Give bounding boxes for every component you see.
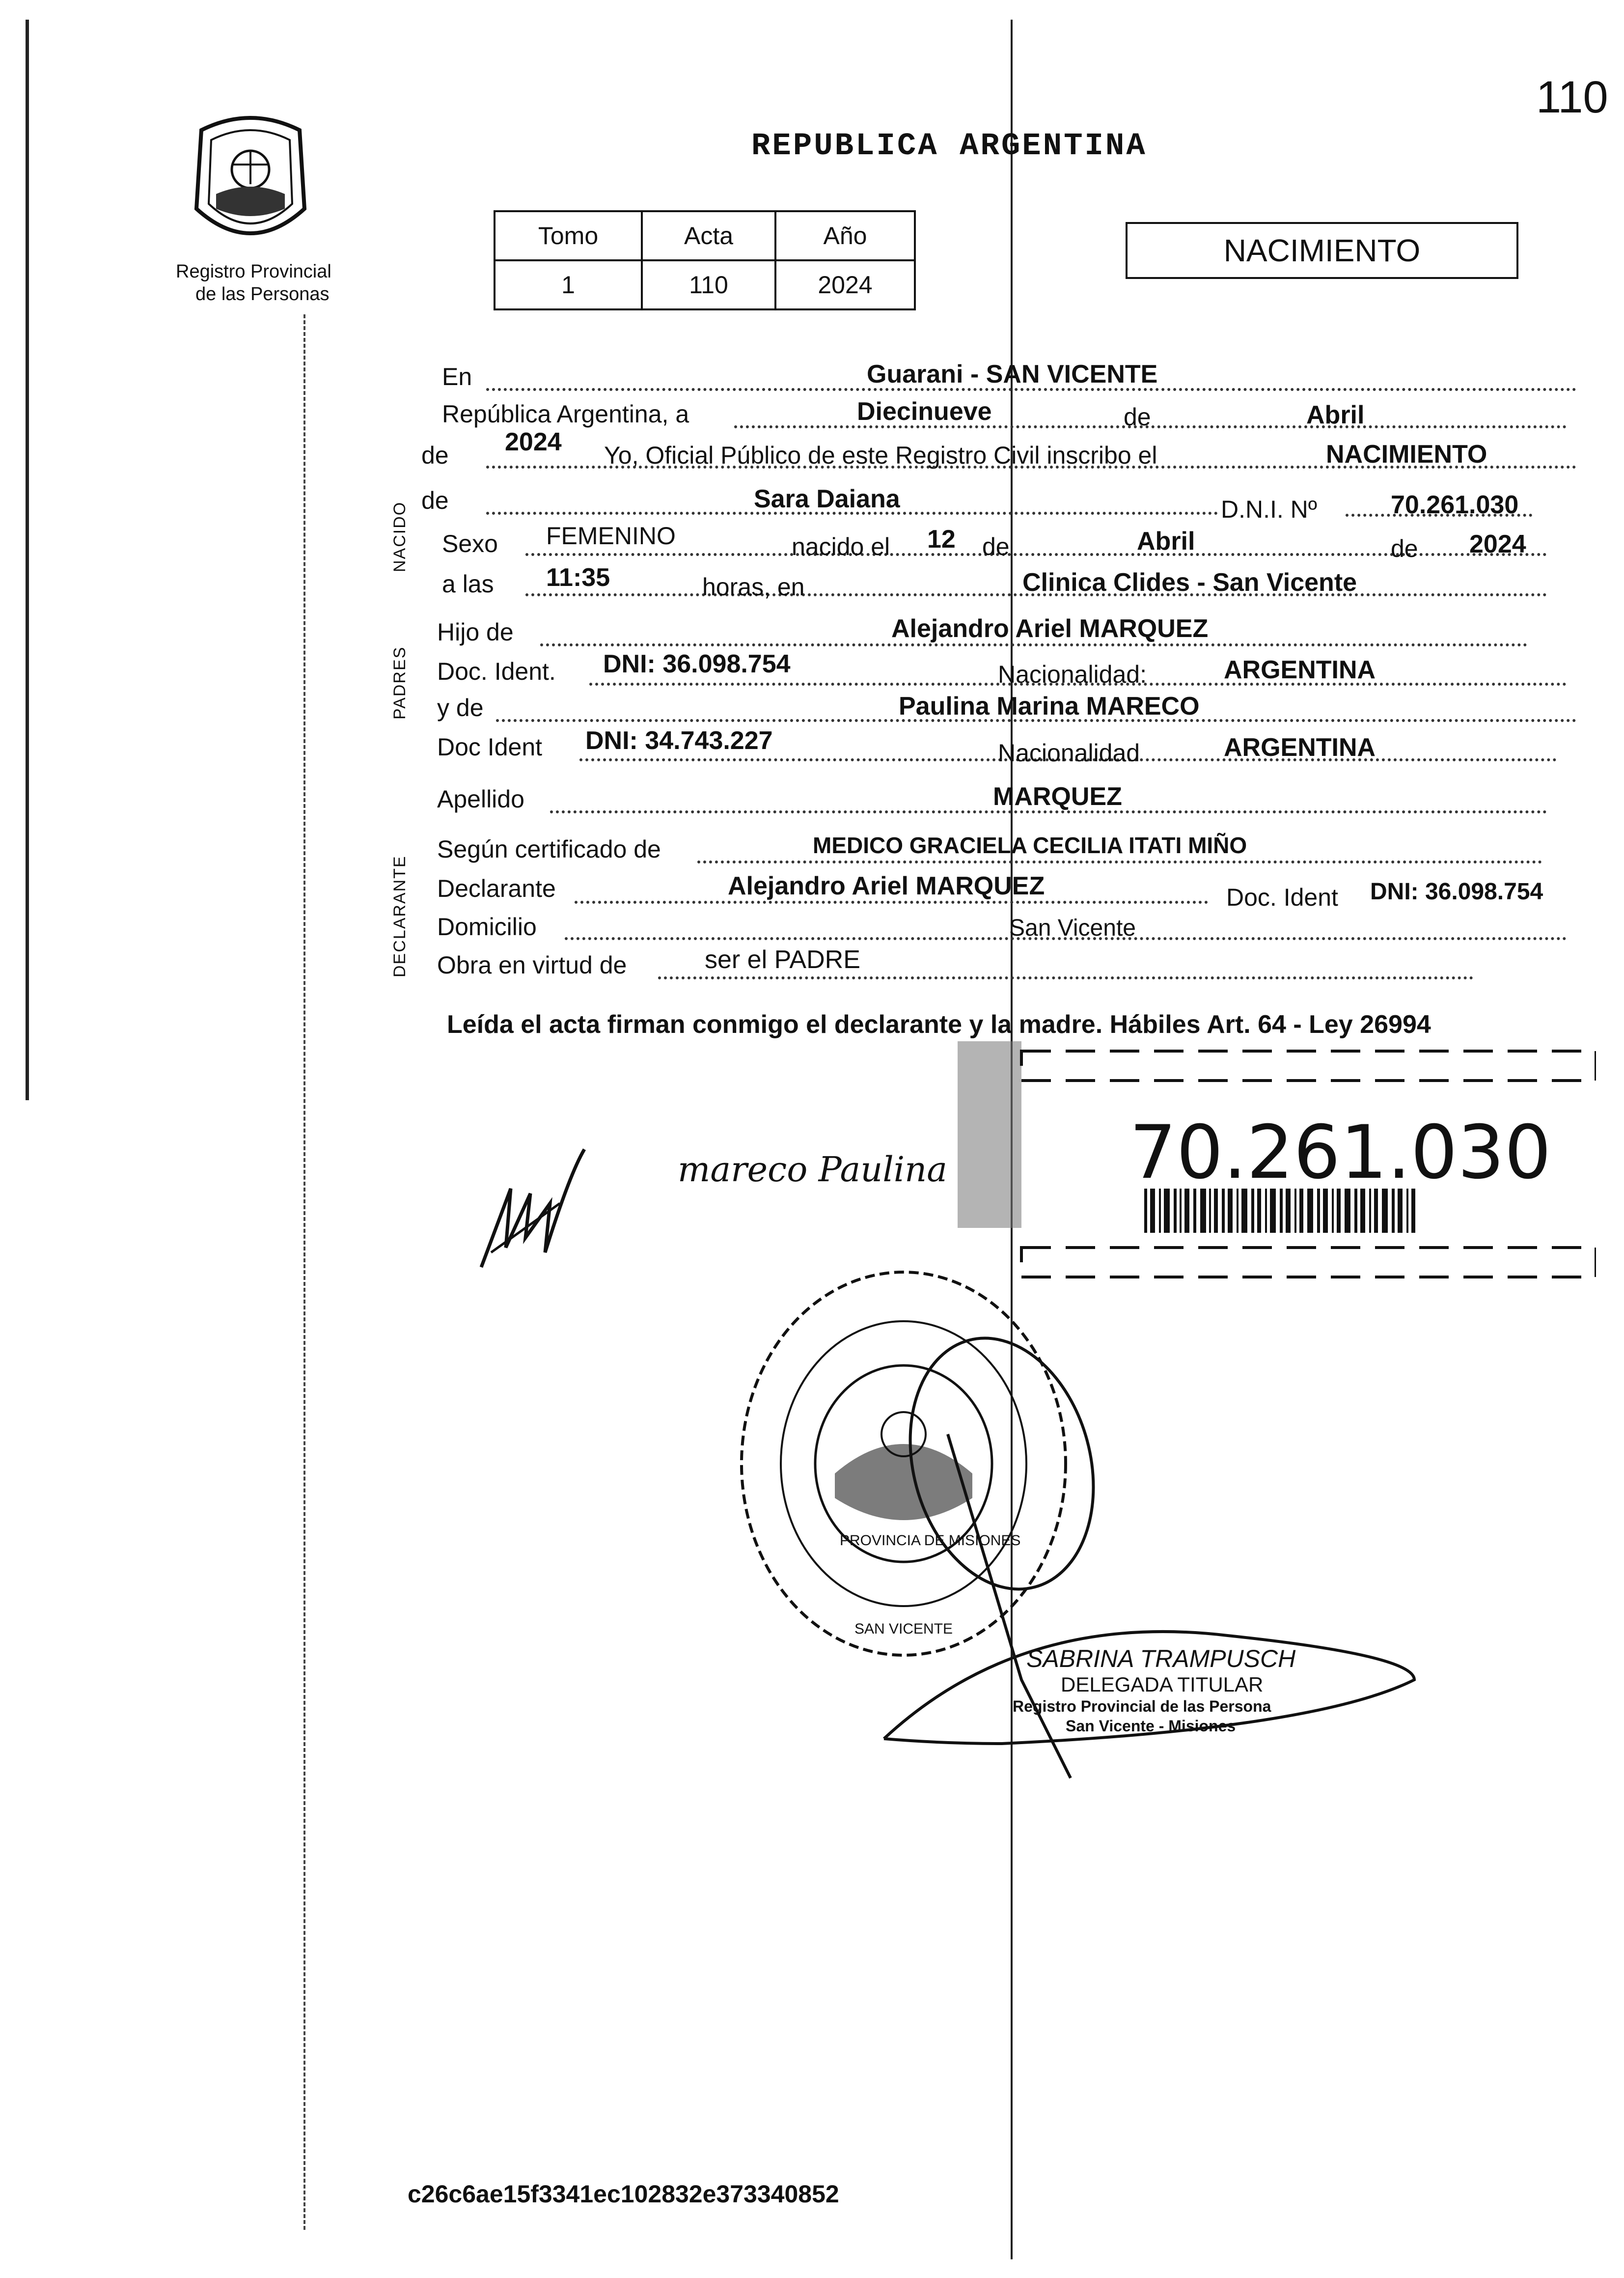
value-lugar-nac: Clinica Clides - San Vicente bbox=[1022, 568, 1357, 597]
value-madre: Paulina Marina MARECO bbox=[899, 692, 1200, 721]
label-domicilio: Domicilio bbox=[437, 913, 537, 941]
label-republica: República Argentina, a bbox=[442, 400, 689, 428]
table-header-anio: Año bbox=[775, 211, 915, 260]
label-sexo: Sexo bbox=[442, 530, 498, 557]
official-signature bbox=[874, 1336, 1449, 1807]
signature-madre bbox=[678, 1149, 947, 1190]
signature-declarante bbox=[471, 1130, 594, 1277]
security-sticker bbox=[958, 1041, 1596, 1297]
side-label-declarante: DECLARANTE bbox=[390, 855, 409, 977]
table-value-anio: 2024 bbox=[775, 260, 915, 309]
value-nac-dia: 12 bbox=[927, 525, 956, 554]
value-nac-mes: Abril bbox=[1137, 527, 1195, 556]
registry-label-line2: de las Personas bbox=[195, 284, 330, 305]
value-madre-nac: ARGENTINA bbox=[1224, 733, 1376, 762]
value-anio: 2024 bbox=[505, 428, 562, 456]
sticker-number: 70.261.030 bbox=[1129, 1110, 1551, 1195]
value-declarante-doc: DNI: 36.098.754 bbox=[1370, 879, 1543, 905]
label-doc-ident-3: Doc. Ident bbox=[1226, 884, 1338, 911]
label-de-row4: de bbox=[421, 487, 449, 514]
left-margin-line bbox=[26, 20, 29, 1100]
dots-row12 bbox=[697, 861, 1542, 863]
table-value-tomo: 1 bbox=[495, 260, 642, 309]
document-title: REPUBLICA ARGENTINA bbox=[751, 129, 1147, 164]
value-certificado: MEDICO GRACIELA CECILIA ITATI MIÑO bbox=[813, 833, 1247, 858]
side-label-nacido: NACIDO bbox=[390, 501, 409, 572]
label-obra: Obra en virtud de bbox=[437, 951, 627, 979]
label-declarante: Declarante bbox=[437, 875, 556, 902]
dots-row13 bbox=[575, 901, 1208, 904]
official-line3: Registro Provincial de las Persona bbox=[1013, 1697, 1271, 1715]
label-y-de: y de bbox=[437, 694, 484, 722]
value-declarante: Alejandro Ariel MARQUEZ bbox=[728, 872, 1045, 900]
label-de-row3: de bbox=[421, 442, 449, 469]
label-doc-ident: Doc. Ident. bbox=[437, 658, 556, 685]
table-header-acta: Acta bbox=[642, 211, 775, 260]
dots-row7 bbox=[540, 643, 1527, 646]
value-dni: 70.261.030 bbox=[1391, 491, 1519, 519]
label-yo: Yo, Oficial Público de este Registro Civil inscribo el bbox=[604, 442, 1157, 469]
official-role: DELEGADA TITULAR bbox=[1061, 1673, 1264, 1696]
signature-madre-text: mareco Paulina bbox=[678, 1149, 947, 1190]
label-hijo-de: Hijo de bbox=[437, 618, 514, 646]
registry-label-line1: Registro Provincial bbox=[176, 261, 331, 282]
stamp-inner-text: PROVINCIA DE MISIONES bbox=[840, 1532, 1021, 1549]
label-apellido: Apellido bbox=[437, 785, 524, 813]
label-nacionalidad-2: Nacionalidad bbox=[998, 739, 1140, 767]
closing-note: Leída el acta firman conmigo el declarante y la madre. Hábiles Art. 64 - Ley 26994 bbox=[447, 1010, 1431, 1039]
dots-row15 bbox=[658, 976, 1473, 979]
value-hora: 11:35 bbox=[546, 563, 610, 592]
value-nac-anio: 2024 bbox=[1469, 530, 1526, 558]
table-header-tomo: Tomo bbox=[495, 211, 642, 260]
value-mes: Abril bbox=[1306, 401, 1365, 429]
label-nacionalidad: Nacionalidad: bbox=[998, 661, 1147, 688]
value-acto: NACIMIENTO bbox=[1326, 440, 1487, 469]
label-horas-en: horas, en bbox=[702, 573, 805, 601]
document-type-box: NACIMIENTO bbox=[1126, 222, 1518, 279]
value-apellido: MARQUEZ bbox=[993, 782, 1122, 811]
table-value-acta: 110 bbox=[642, 260, 775, 309]
label-doc-ident-2: Doc Ident bbox=[437, 733, 543, 761]
label-a-las: a las bbox=[442, 570, 494, 598]
value-obra: ser el PADRE bbox=[705, 945, 860, 974]
province-logo bbox=[187, 111, 314, 258]
label-de-row2: de bbox=[1124, 403, 1151, 431]
value-nombre: Sara Daiana bbox=[754, 485, 900, 513]
value-madre-doc: DNI: 34.743.227 bbox=[585, 726, 773, 755]
value-sexo: FEMENINO bbox=[546, 522, 676, 550]
document-hash: c26c6ae15f3341ec102832e373340852 bbox=[408, 2180, 839, 2208]
side-label-padres: PADRES bbox=[390, 646, 409, 720]
value-domicilio: San Vicente bbox=[1009, 915, 1136, 941]
stamp-bottom-text: SAN VICENTE bbox=[854, 1621, 953, 1637]
value-lugar: Guarani - SAN VICENTE bbox=[867, 360, 1158, 389]
value-padre: Alejandro Ariel MARQUEZ bbox=[891, 614, 1209, 643]
label-dni: D.N.I. Nº bbox=[1221, 496, 1318, 523]
label-de-row5b: de bbox=[1391, 535, 1418, 562]
value-dia: Diecinueve bbox=[857, 397, 992, 426]
value-padre-nac: ARGENTINA bbox=[1224, 656, 1376, 684]
label-certificado: Según certificado de bbox=[437, 835, 661, 863]
value-padre-doc: DNI: 36.098.754 bbox=[603, 650, 791, 678]
dashed-margin-line bbox=[303, 314, 305, 2230]
official-line4: San Vicente - Misiones bbox=[1066, 1717, 1236, 1735]
label-en: En bbox=[442, 363, 472, 390]
registry-table bbox=[494, 210, 916, 310]
label-de-row5a: de bbox=[982, 533, 1010, 560]
page-number: 110 bbox=[1536, 72, 1608, 122]
official-name: SABRINA TRAMPUSCH bbox=[1026, 1645, 1296, 1672]
label-nacido-el: nacido el bbox=[792, 533, 890, 560]
